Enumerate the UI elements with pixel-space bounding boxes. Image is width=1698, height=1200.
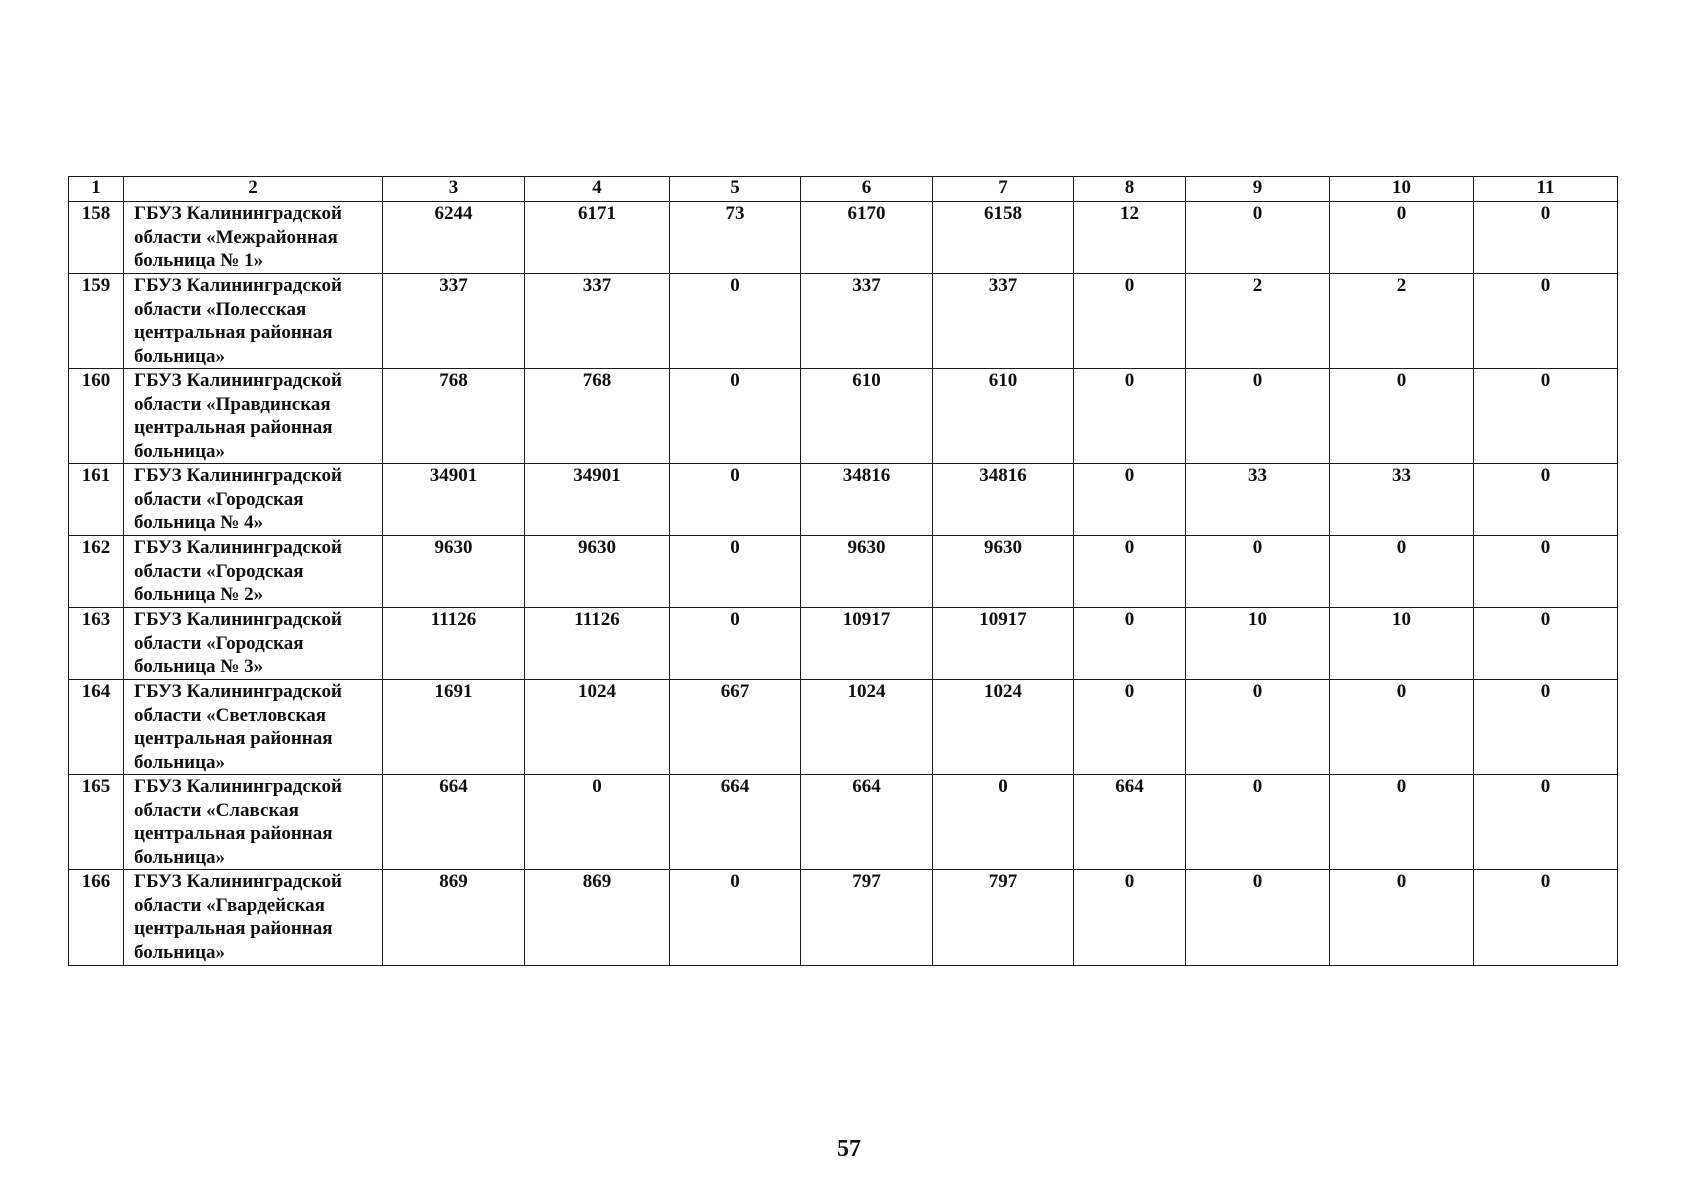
cell-col-6: 337 [801, 274, 933, 369]
cell-col-5: 0 [670, 608, 801, 680]
column-header-5: 5 [670, 177, 801, 202]
cell-col-4: 34901 [525, 464, 670, 536]
cell-col-7: 610 [933, 369, 1074, 464]
cell-col-7: 337 [933, 274, 1074, 369]
cell-col-6: 9630 [801, 536, 933, 608]
cell-col-6: 34816 [801, 464, 933, 536]
column-header-2: 2 [124, 177, 383, 202]
cell-col-5: 0 [670, 369, 801, 464]
cell-col-11: 0 [1474, 680, 1618, 775]
institution-name: ГБУЗ Калининградской области «Городская больница № 4» [124, 464, 383, 536]
row-number: 162 [69, 536, 124, 608]
cell-col-11: 0 [1474, 870, 1618, 966]
cell-col-4: 0 [525, 775, 670, 870]
data-table [68, 176, 1618, 966]
cell-col-9: 33 [1186, 464, 1330, 536]
institution-name: ГБУЗ Калининградской области «Городская больница № 3» [124, 608, 383, 680]
table-row [69, 536, 1618, 608]
row-number: 158 [69, 202, 124, 274]
cell-col-3: 768 [383, 369, 525, 464]
cell-col-5: 0 [670, 870, 801, 966]
column-header-9: 9 [1186, 177, 1330, 202]
column-header-4: 4 [525, 177, 670, 202]
cell-col-10: 33 [1330, 464, 1474, 536]
cell-col-8: 0 [1074, 464, 1186, 536]
cell-col-10: 0 [1330, 775, 1474, 870]
cell-col-4: 768 [525, 369, 670, 464]
cell-col-9: 0 [1186, 536, 1330, 608]
cell-col-6: 6170 [801, 202, 933, 274]
row-number: 164 [69, 680, 124, 775]
page-number: 57 [837, 1136, 861, 1162]
table-row [69, 870, 1618, 966]
cell-col-10: 0 [1330, 680, 1474, 775]
cell-col-10: 2 [1330, 274, 1474, 369]
header-row [69, 177, 1618, 202]
cell-col-11: 0 [1474, 536, 1618, 608]
cell-col-11: 0 [1474, 369, 1618, 464]
cell-col-8: 0 [1074, 608, 1186, 680]
institution-name: ГБУЗ Калининградской области «Славская центральная районная больница» [124, 775, 383, 870]
row-number: 160 [69, 369, 124, 464]
institution-name: ГБУЗ Калининградской области «Межрайонная больница № 1» [124, 202, 383, 274]
institution-name: ГБУЗ Калининградской области «Правдинская центральная районная больница» [124, 369, 383, 464]
cell-col-6: 797 [801, 870, 933, 966]
cell-col-8: 0 [1074, 274, 1186, 369]
cell-col-9: 0 [1186, 870, 1330, 966]
cell-col-3: 11126 [383, 608, 525, 680]
cell-col-4: 337 [525, 274, 670, 369]
cell-col-11: 0 [1474, 608, 1618, 680]
cell-col-6: 664 [801, 775, 933, 870]
cell-col-8: 664 [1074, 775, 1186, 870]
cell-col-10: 0 [1330, 870, 1474, 966]
column-header-3: 3 [383, 177, 525, 202]
table-row [69, 464, 1618, 536]
column-header-8: 8 [1074, 177, 1186, 202]
cell-col-6: 1024 [801, 680, 933, 775]
cell-col-9: 0 [1186, 775, 1330, 870]
cell-col-4: 9630 [525, 536, 670, 608]
cell-col-5: 0 [670, 464, 801, 536]
cell-col-11: 0 [1474, 775, 1618, 870]
cell-col-3: 6244 [383, 202, 525, 274]
cell-col-3: 664 [383, 775, 525, 870]
row-number: 159 [69, 274, 124, 369]
table-row [69, 680, 1618, 775]
cell-col-8: 0 [1074, 536, 1186, 608]
cell-col-5: 664 [670, 775, 801, 870]
cell-col-7: 10917 [933, 608, 1074, 680]
institution-name: ГБУЗ Калининградской области «Светловская центральная районная больница» [124, 680, 383, 775]
cell-col-4: 1024 [525, 680, 670, 775]
cell-col-8: 12 [1074, 202, 1186, 274]
cell-col-6: 10917 [801, 608, 933, 680]
cell-col-9: 10 [1186, 608, 1330, 680]
cell-col-11: 0 [1474, 464, 1618, 536]
row-number: 166 [69, 870, 124, 966]
table-row [69, 274, 1618, 369]
cell-col-4: 869 [525, 870, 670, 966]
cell-col-5: 0 [670, 536, 801, 608]
cell-col-11: 0 [1474, 202, 1618, 274]
cell-col-7: 797 [933, 870, 1074, 966]
cell-col-8: 0 [1074, 369, 1186, 464]
cell-col-11: 0 [1474, 274, 1618, 369]
cell-col-5: 0 [670, 274, 801, 369]
cell-col-9: 0 [1186, 202, 1330, 274]
institution-name: ГБУЗ Калининградской области «Полесская центральная районная больница» [124, 274, 383, 369]
cell-col-5: 73 [670, 202, 801, 274]
cell-col-3: 34901 [383, 464, 525, 536]
table-row [69, 608, 1618, 680]
cell-col-8: 0 [1074, 870, 1186, 966]
table-row [69, 369, 1618, 464]
cell-col-10: 0 [1330, 202, 1474, 274]
cell-col-9: 0 [1186, 369, 1330, 464]
row-number: 161 [69, 464, 124, 536]
cell-col-9: 2 [1186, 274, 1330, 369]
cell-col-3: 9630 [383, 536, 525, 608]
table-row [69, 775, 1618, 870]
cell-col-9: 0 [1186, 680, 1330, 775]
row-number: 163 [69, 608, 124, 680]
cell-col-4: 6171 [525, 202, 670, 274]
cell-col-7: 9630 [933, 536, 1074, 608]
cell-col-8: 0 [1074, 680, 1186, 775]
cell-col-7: 0 [933, 775, 1074, 870]
cell-col-10: 0 [1330, 369, 1474, 464]
institution-name: ГБУЗ Калининградской области «Гвардейская центральная районная больница» [124, 870, 383, 966]
row-number: 165 [69, 775, 124, 870]
cell-col-4: 11126 [525, 608, 670, 680]
cell-col-3: 337 [383, 274, 525, 369]
institution-name: ГБУЗ Калининградской области «Городская больница № 2» [124, 536, 383, 608]
cell-col-10: 10 [1330, 608, 1474, 680]
cell-col-10: 0 [1330, 536, 1474, 608]
column-header-6: 6 [801, 177, 933, 202]
cell-col-5: 667 [670, 680, 801, 775]
column-header-7: 7 [933, 177, 1074, 202]
cell-col-7: 1024 [933, 680, 1074, 775]
cell-col-3: 869 [383, 870, 525, 966]
table-row [69, 202, 1618, 274]
cell-col-6: 610 [801, 369, 933, 464]
cell-col-3: 1691 [383, 680, 525, 775]
column-header-11: 11 [1474, 177, 1618, 202]
column-header-1: 1 [69, 177, 124, 202]
cell-col-7: 6158 [933, 202, 1074, 274]
column-header-10: 10 [1330, 177, 1474, 202]
cell-col-7: 34816 [933, 464, 1074, 536]
